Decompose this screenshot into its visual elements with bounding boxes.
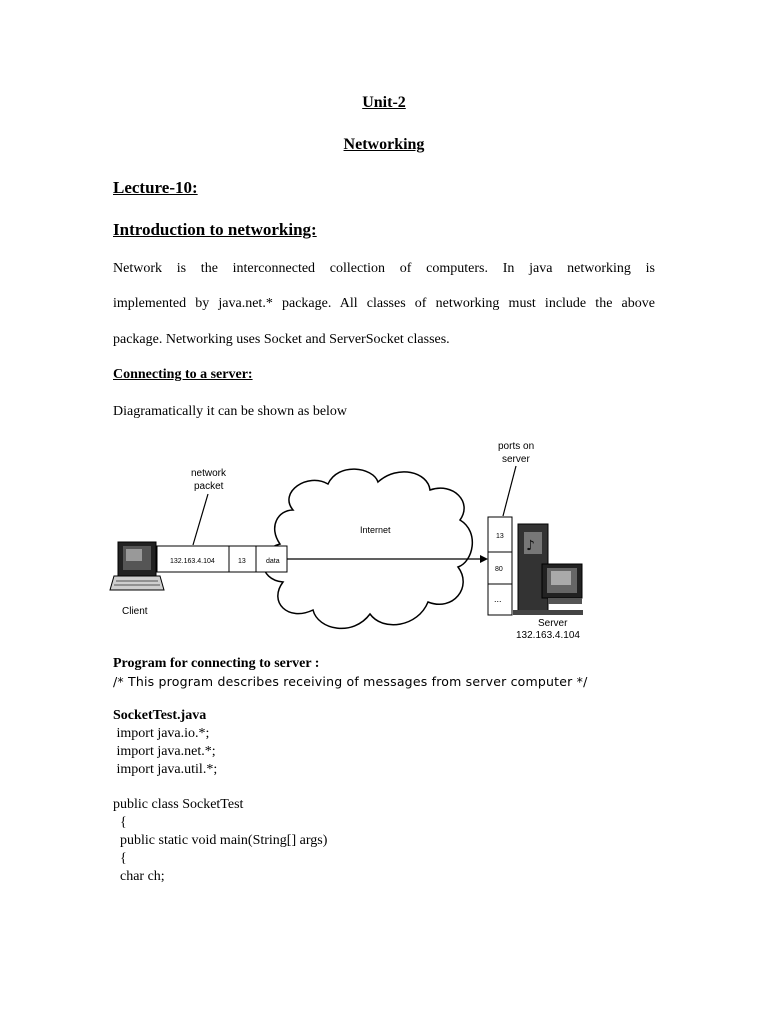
code-line: import java.net.*; [113, 744, 216, 759]
code-line: public static void main(String[] args) [113, 833, 328, 848]
server-computer-icon [513, 524, 583, 615]
network-packet [157, 546, 287, 572]
ports-label-line2: server [502, 454, 530, 465]
internet-label: Internet [360, 525, 391, 535]
code-file-name: SocketTest.java [113, 708, 207, 723]
lecture-heading: Lecture-10: [113, 178, 198, 197]
topic-heading: Networking [343, 136, 425, 153]
svg-text:♪: ♪ [526, 538, 535, 554]
port-more: ... [494, 594, 502, 604]
client-computer-icon [110, 542, 164, 590]
network-diagram [108, 432, 608, 642]
program-comment: /* This program describes receiving of messages from server computer */ [113, 674, 588, 689]
code-line: char ch; [113, 869, 165, 884]
server-label: Server [538, 618, 568, 629]
intro-paragraph-line-3: package. Networking uses Socket and ServerSocket classes. [113, 332, 450, 347]
diagram-caption: Diagramatically it can be shown as below [113, 404, 348, 419]
intro-paragraph-line-2: implemented by java.net.* package. All classes of networking must include the above [113, 296, 655, 311]
program-title: Program for connecting to server : [113, 656, 320, 671]
ports-label-line1: ports on [498, 441, 535, 452]
client-label: Client [122, 606, 148, 617]
unit-heading: Unit-2 [362, 94, 406, 111]
code-line: import java.io.*; [113, 726, 210, 741]
code-line: import java.util.*; [113, 762, 218, 777]
code-line: { [113, 815, 127, 830]
packet-field-port: 13 [238, 558, 246, 565]
network-packet-label-line2: packet [194, 481, 224, 492]
code-line: public class SocketTest [113, 797, 244, 812]
packet-field-ip: 132.163.4.104 [170, 558, 215, 565]
code-line: { [113, 851, 127, 866]
network-packet-label-line1: network [191, 468, 227, 479]
server-ip-label: 132.163.4.104 [516, 630, 580, 641]
intro-heading: Introduction to networking: [113, 220, 317, 239]
intro-paragraph-line-1: Network is the interconnected collection of computers. In java networking is [113, 261, 655, 276]
packet-pointer-line [193, 494, 208, 545]
port-13: 13 [496, 533, 504, 540]
server-ports [488, 517, 512, 615]
port-80: 80 [495, 566, 503, 573]
ports-pointer-line [503, 466, 516, 516]
section-heading: Connecting to a server: [113, 367, 253, 382]
packet-field-data: data [266, 558, 280, 565]
connection-arrow [480, 555, 488, 563]
internet-cloud [263, 469, 472, 628]
